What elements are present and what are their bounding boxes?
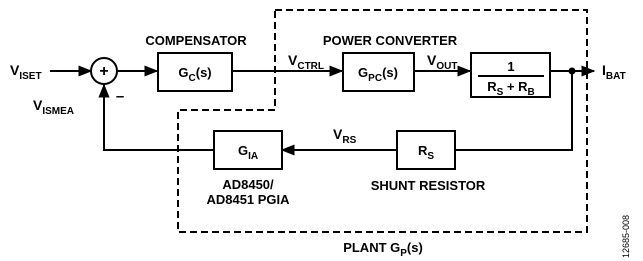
compensator-title: COMPENSATOR bbox=[145, 33, 247, 48]
fraction-denominator: $R_S + R_B$ bbox=[487, 79, 535, 98]
power-converter-title: POWER CONVERTER bbox=[322, 33, 458, 48]
viset-label: $V_{ISET}$ bbox=[10, 62, 42, 82]
fraction-numerator: 1 bbox=[507, 59, 515, 74]
junction-node bbox=[569, 68, 576, 75]
figure-id: 12685-008 bbox=[621, 214, 631, 258]
power-converter-block bbox=[343, 53, 414, 91]
ibat-label: $I_{BAT}$ bbox=[602, 62, 626, 82]
vismea-label: $V_{ISMEA}$ bbox=[33, 97, 75, 117]
minus-sign: – bbox=[115, 88, 125, 105]
shunt-resistor-title: SHUNT RESISTOR bbox=[370, 178, 486, 193]
gpc-label: $G_{PC}(s)$ bbox=[358, 65, 398, 84]
vctrl-label: $V_{CTRL}$ bbox=[288, 52, 325, 72]
pgia-title-line2: AD8451 PGIA bbox=[206, 192, 290, 207]
plus-sign: + bbox=[99, 63, 109, 80]
plant-title: PLANT $G_P(s)$ bbox=[343, 240, 423, 259]
vrs-label: $V_{RS}$ bbox=[333, 126, 357, 146]
rs-label: $R_S$ bbox=[417, 143, 435, 162]
pgia-title-line1: AD8450/ bbox=[222, 177, 274, 192]
gia-label: $G_{IA}$ bbox=[237, 143, 259, 162]
vout-label: $V_{OUT}$ bbox=[427, 52, 458, 72]
gc-label: $G_C(s)$ bbox=[178, 65, 212, 84]
